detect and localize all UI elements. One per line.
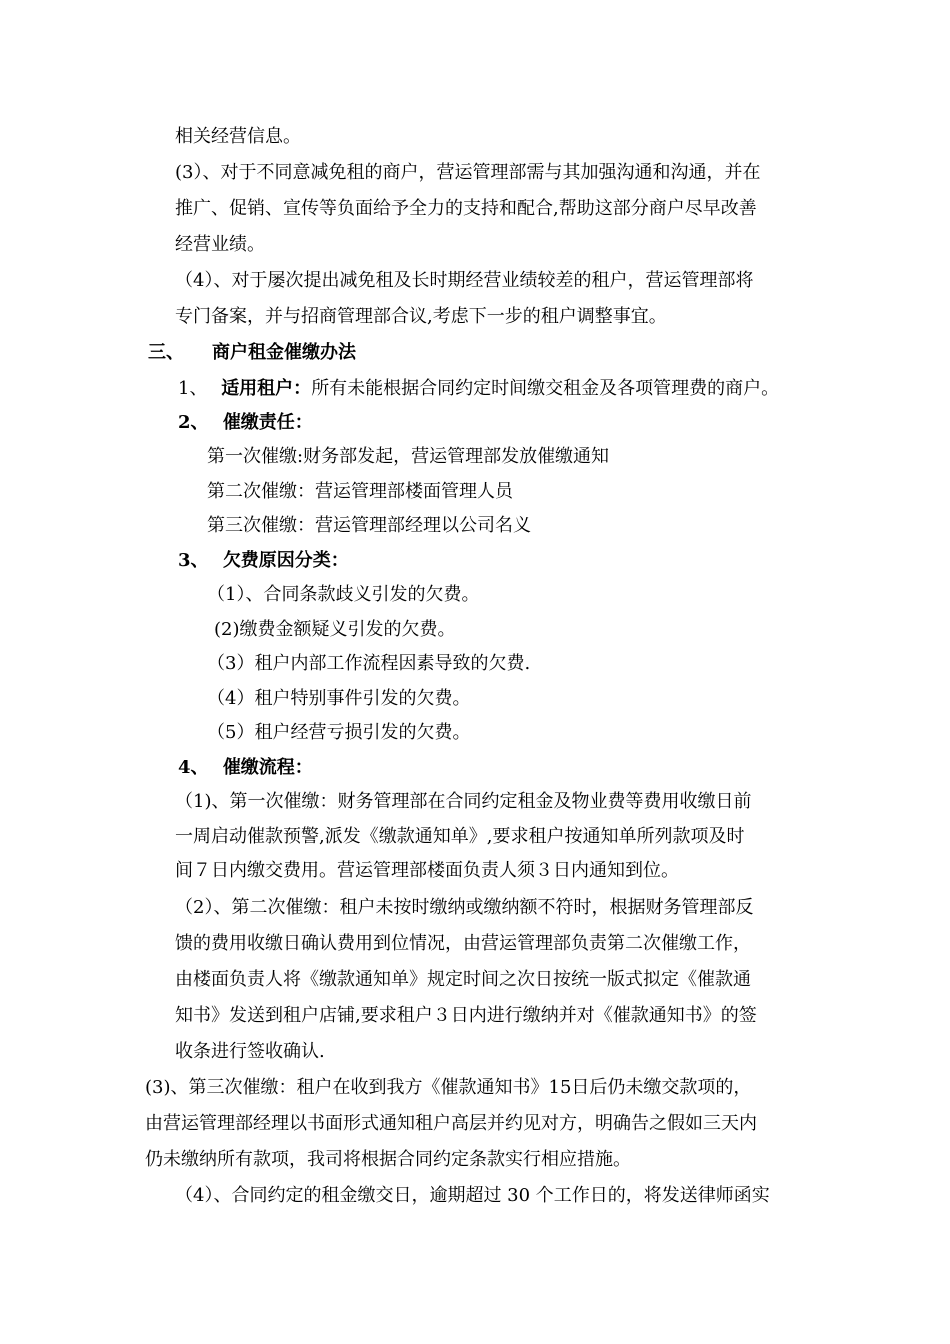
subsection-number: 3、	[178, 550, 209, 571]
paragraph-line: 收条进行签收确认.	[175, 1041, 325, 1062]
subsection-line	[178, 378, 779, 400]
subsection-heading	[178, 550, 349, 572]
subsection-label: 催缴流程：	[222, 757, 313, 778]
list-item: （3）租户内部工作流程因素导致的欠费.	[207, 653, 531, 674]
paragraph-line: 仍未缴纳所有款项，我司将根据合同约定条款实行相应措施。	[145, 1149, 631, 1170]
paragraph-line: （1)、第一次催缴：财务管理部在合同约定租金及物业费等费用收缴日前	[175, 791, 752, 812]
paragraph-line: 相关经营信息。	[175, 126, 301, 147]
paragraph-line: （4）、合同约定的租金缴交日，逾期超过 30 个工作日的，将发送律师函实	[175, 1185, 770, 1206]
paragraph-line: 专门备案，并与招商管理部合议,考虑下一步的租户调整事宜。	[175, 306, 667, 327]
subsection-label: 适用租户：	[221, 378, 312, 399]
paragraph-line: 经营业绩。	[175, 234, 265, 255]
section-heading: 商户租金催缴办法	[212, 342, 356, 363]
paragraph-line: 由楼面负责人将《缴款通知单》规定时间之次日按统一版式拟定《催款通	[175, 969, 751, 990]
paragraph-line: (3)、第三次催缴：租户在收到我方《催款通知书》15日后仍未缴交款项的，	[145, 1077, 752, 1098]
subsection-number: 1、	[178, 378, 208, 399]
subsection-heading	[178, 757, 313, 779]
paragraph-line: 由营运管理部经理以书面形式通知租户高层并约见对方，明确告之假如三天内	[145, 1113, 757, 1134]
subsection-number: 4、	[178, 757, 209, 778]
list-item: 第一次催缴:财务部发起，营运管理部发放催缴通知	[207, 446, 610, 467]
paragraph-line: (3）、对于不同意减免租的商户，营运管理部需与其加强沟通和沟通，并在	[175, 162, 761, 183]
subsection-label: 欠费原因分类：	[222, 550, 349, 571]
list-item: （5）租户经营亏损引发的欠费。	[207, 722, 471, 743]
paragraph-line: 一周启动催款预警,派发《缴款通知单》,要求租户按通知单所列款项及时	[175, 826, 745, 847]
list-item: 第三次催缴：营运管理部经理以公司名义	[207, 515, 531, 536]
paragraph-line: 馈的费用收缴日确认费用到位情况，由营运管理部负责第二次催缴工作，	[175, 933, 751, 954]
list-item: （4）租户特别事件引发的欠费。	[207, 688, 471, 709]
paragraph-line: （4）、对于屡次提出减免租及长时期经营业绩较差的租户，营运管理部将	[175, 270, 754, 291]
list-item: （1）、合同条款歧义引发的欠费。	[207, 584, 480, 605]
section-number: 三、	[148, 342, 184, 363]
subsection-text: 所有未能根据合同约定时间缴交租金及各项管理费的商户。	[311, 378, 780, 399]
paragraph-line: 推广、促销、宣传等负面给予全力的支持和配合,帮助这部分商户尽早改善	[175, 198, 757, 219]
paragraph-line: 知书》发送到租户店铺,要求租户３日内进行缴纳并对《催款通知书》的签	[175, 1005, 757, 1026]
subsection-label: 催缴责任：	[222, 412, 313, 433]
list-item: 第二次催缴：营运管理部楼面管理人员	[207, 481, 513, 502]
list-item: (2)缴费金额疑义引发的欠费。	[214, 619, 456, 640]
paragraph-line: 间７日内缴交费用。营运管理部楼面负责人须３日内通知到位。	[175, 860, 679, 881]
subsection-number: 2、	[178, 412, 209, 433]
subsection-heading	[178, 412, 313, 434]
paragraph-line: （2）、第二次催缴：租户未按时缴纳或缴纳额不符时，根据财务管理部反	[175, 897, 754, 918]
